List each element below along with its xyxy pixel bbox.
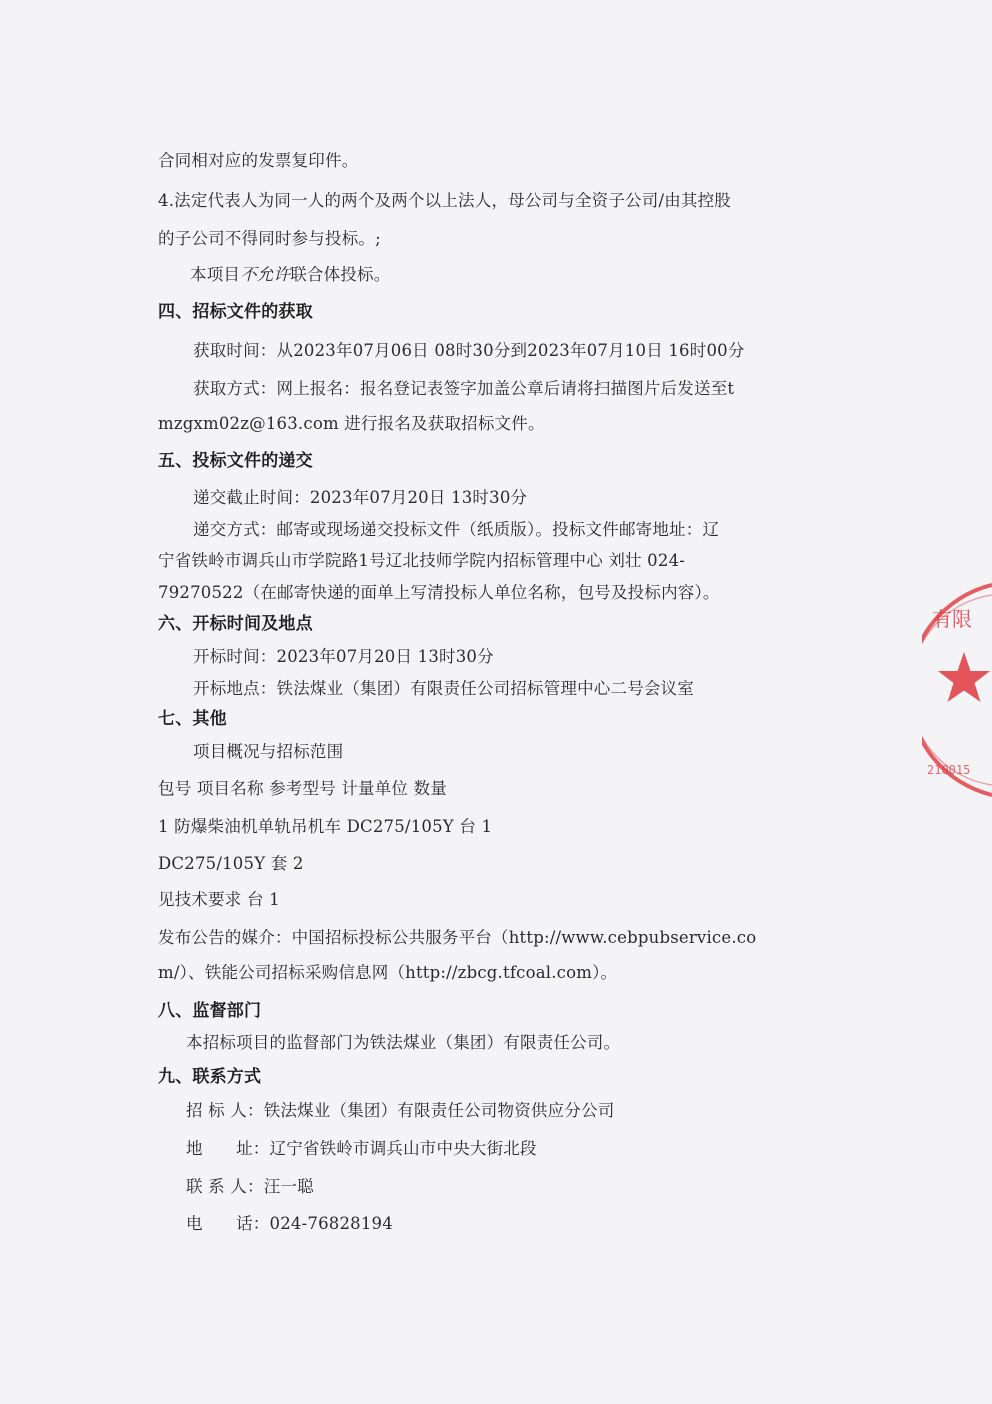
- contact-row: [186, 1138, 537, 1160]
- body-line: 开标地点：铁法煤业（集团）有限责任公司招标管理中心二号会议室: [193, 679, 694, 698]
- body-line: 开标时间：2023年07月20日 13时30分: [193, 647, 494, 666]
- contact-label: 招 标 人：: [186, 1101, 264, 1120]
- contact-row: [186, 1100, 614, 1122]
- table-header-line: 包号 项目名称 参考型号 计量单位 数量: [158, 779, 447, 798]
- emphasis-text: 不允许: [240, 265, 291, 284]
- section-heading: 八、监督部门: [158, 1001, 262, 1021]
- body-line: m/）、铁能公司招标采购信息网（http://zbcg.tfcoal.com）。: [158, 963, 618, 982]
- contact-label: 联 系 人：: [186, 1177, 264, 1196]
- table-row: 1 防爆柴油机单轨吊机车 DC275/105Y 台 1: [158, 817, 493, 836]
- body-line: 宁省铁岭市调兵山市学院路1号辽北技师学院内招标管理中心 刘壮 024-: [158, 551, 686, 570]
- section-heading: 六、开标时间及地点: [158, 614, 313, 634]
- table-row: DC275/105Y 套 2: [158, 854, 304, 873]
- contact-value: 024-76828194: [269, 1214, 393, 1233]
- body-line: 本招标项目的监督部门为铁法煤业（集团）有限责任公司。: [186, 1033, 621, 1052]
- body-line: 获取方式：网上报名：报名登记表签字加盖公章后请将扫描图片后发送至t: [193, 379, 735, 398]
- seal-star-icon: [938, 652, 990, 702]
- body-line: [190, 264, 390, 286]
- contact-value: 汪一聪: [263, 1177, 314, 1196]
- body-line: 递交方式：邮寄或现场递交投标文件（纸质版）。投标文件邮寄地址：辽: [193, 520, 720, 539]
- contact-row: [186, 1213, 393, 1235]
- section-heading: 五、投标文件的递交: [158, 451, 313, 471]
- body-line: 获取时间：从2023年07月06日 08时30分到2023年07月10日 16时00分: [193, 341, 745, 360]
- body-text: 联合体投标。: [290, 265, 391, 284]
- contact-label: 地 址：: [186, 1139, 270, 1158]
- body-text: 本项目: [190, 265, 241, 284]
- body-line: mzgxm02z@163.com 进行报名及获取招标文件。: [158, 414, 545, 433]
- body-line: 合同相对应的发票复印件。: [158, 151, 359, 170]
- body-line: 79270522（在邮寄快递的面单上写清投标人单位名称，包号及投标内容）。: [158, 583, 720, 602]
- seal-code: 210015: [927, 763, 971, 777]
- official-seal-stamp: [922, 580, 992, 800]
- contact-value: 辽宁省铁岭市调兵山市中央大街北段: [269, 1139, 537, 1158]
- section-heading: 四、招标文件的获取: [158, 302, 313, 322]
- seal-text: 有限: [932, 607, 972, 631]
- section-heading: 七、其他: [158, 709, 227, 729]
- body-line: 发布公告的媒介：中国招标投标公共服务平台（http://www.cebpubservice.co: [158, 928, 757, 947]
- contact-label: 电 话：: [186, 1214, 270, 1233]
- contact-value: 铁法煤业（集团）有限责任公司物资供应分公司: [263, 1101, 615, 1120]
- body-line: 4.法定代表人为同一人的两个及两个以上法人，母公司与全资子公司/由其控股: [158, 191, 732, 210]
- body-line: 的子公司不得同时参与投标。;: [158, 229, 381, 248]
- table-row: 见技术要求 台 1: [158, 890, 280, 909]
- contact-row: [186, 1176, 314, 1198]
- body-line: 递交截止时间：2023年07月20日 13时30分: [193, 488, 528, 507]
- seal-icon: [922, 580, 992, 800]
- body-line: 项目概况与招标范围: [193, 742, 344, 761]
- section-heading: 九、联系方式: [158, 1067, 262, 1087]
